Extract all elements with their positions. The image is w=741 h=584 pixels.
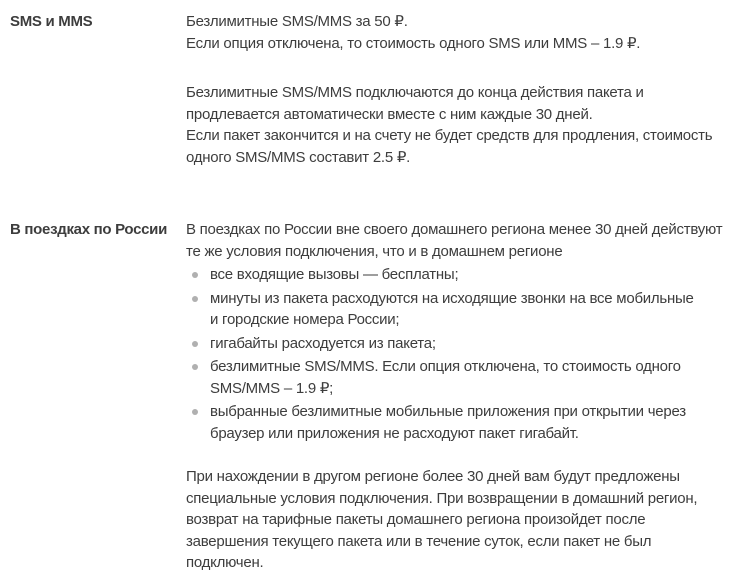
paragraph-travel-long-stay bbox=[186, 466, 731, 574]
list-item bbox=[186, 333, 731, 355]
section-content-sms-mms bbox=[186, 11, 731, 168]
list-item bbox=[186, 264, 731, 286]
bullet-icon bbox=[192, 409, 198, 415]
text-line: Если опция отключена, то стоимость одного SMS или MMS – 1.9 ₽. bbox=[186, 34, 641, 52]
list-item-text bbox=[210, 264, 458, 286]
list-item-text bbox=[210, 401, 686, 444]
paragraph-sms-price bbox=[186, 11, 731, 54]
text-line: Безлимитные SMS/MMS за 50 ₽. bbox=[186, 13, 408, 30]
list-item bbox=[186, 356, 731, 399]
text-line: выбранные безлимитные мобильные приложения при открытии через bbox=[210, 403, 686, 420]
text-line: одного SMS/MMS составит 2.5 ₽. bbox=[186, 148, 411, 166]
text-line: все входящие вызовы — бесплатны; bbox=[210, 266, 459, 283]
list-item-text bbox=[210, 356, 681, 399]
text-line: безлимитные SMS/MMS. Если опция отключена, то стоимость одного bbox=[210, 358, 681, 375]
section-sms-mms bbox=[10, 11, 731, 168]
text-line: завершения текущего пакета или в течение суток, если пакет не был bbox=[186, 532, 652, 550]
bullet-icon bbox=[192, 364, 198, 370]
text-line: специальные условия подключения. При возвращении в домашний регион, bbox=[186, 489, 698, 507]
text-line: SMS/MMS – 1.9 ₽; bbox=[210, 379, 334, 397]
text-line: В поездках по России вне своего домашнего региона менее 30 дней действуют bbox=[186, 221, 723, 238]
bullet-icon bbox=[192, 272, 198, 278]
bullet-icon bbox=[192, 296, 198, 302]
text-line: и городские номера России; bbox=[210, 311, 400, 328]
list-item-text bbox=[210, 288, 694, 331]
bullet-icon bbox=[192, 341, 198, 347]
text-line: Безлимитные SMS/MMS подключаются до конца действия пакета и bbox=[186, 84, 644, 101]
travel-conditions-list bbox=[186, 264, 731, 444]
text-line: продлевается автоматически вместе с ним каждые 30 дней. bbox=[186, 105, 593, 123]
list-item-text bbox=[210, 333, 436, 355]
section-content-travel-russia bbox=[186, 219, 731, 574]
text-line: При нахождении в другом регионе более 30 дней вам будут предложены bbox=[186, 468, 680, 485]
text-line: Если пакет закончится и на счету не будет средств для продления, стоимость bbox=[186, 127, 713, 144]
section-label-sms-mms: SMS и MMS bbox=[10, 13, 93, 30]
text-line: те же условия подключения, что и в домашнем регионе bbox=[186, 242, 563, 260]
text-line: подключен. bbox=[186, 554, 264, 571]
list-item bbox=[186, 288, 731, 331]
text-line: возврат на тарифные пакеты домашнего региона произойдет после bbox=[186, 511, 646, 528]
paragraph-sms-renewal bbox=[186, 82, 731, 168]
text-line: гигабайты расходуется из пакета; bbox=[210, 334, 436, 352]
text-line: браузер или приложения не расходуют пакет гигабайт. bbox=[210, 424, 579, 442]
text-line: минуты из пакета расходуются на исходящие звонки на все мобильные bbox=[210, 289, 694, 307]
section-label-travel-russia: В поездках по России bbox=[10, 221, 168, 238]
section-travel-russia bbox=[10, 219, 731, 574]
list-item bbox=[186, 401, 731, 444]
paragraph-travel-intro bbox=[186, 219, 731, 262]
